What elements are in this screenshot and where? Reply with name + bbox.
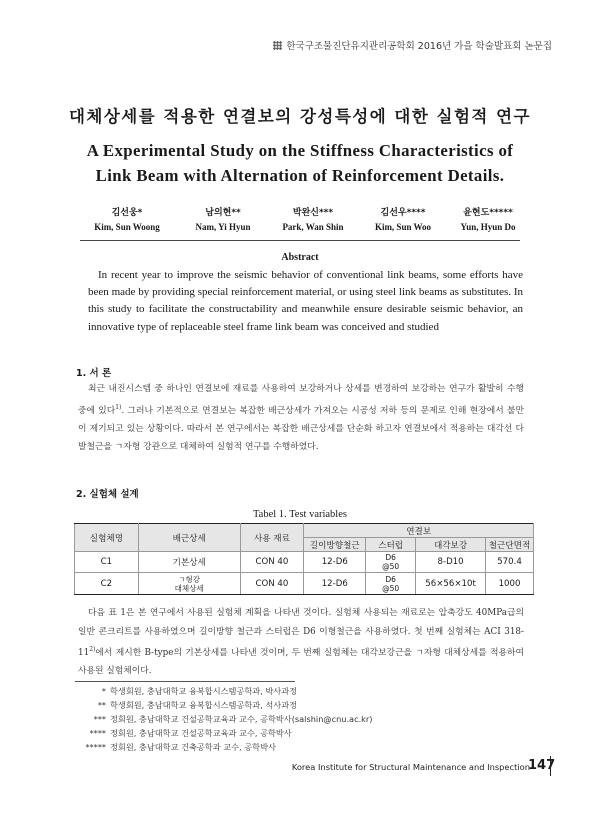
title-english-line2: Link Beam with Alternation of Reinforcement Details.: [95, 166, 505, 185]
author-5: [448, 205, 528, 232]
stirrup-bar: D6: [385, 553, 396, 562]
stirrup-bar: D6: [385, 574, 396, 584]
footnote: [80, 714, 372, 725]
header-detail: 배근상세: [138, 524, 240, 552]
abstract-text: In recent year to improve the seismic behavior of conventional link beams, some efforts have been made by providing special reinforcement material, or using steel link beams as substitutes. In this study to facilitate the constructability and meanwhile ensure desirable seismic behavior, an innovative type of replaceable steel frame link beam was conceived and studied: [88, 269, 523, 333]
page-number-bar: [550, 756, 551, 776]
journal-name: 한국구조물진단유지관리공학회 2016년 가을 학술발표회 논문집: [286, 41, 552, 52]
page-number: 147: [528, 758, 556, 773]
author-name-english: Yun, Hyun Do: [460, 222, 516, 232]
section-2-paragraph: [78, 604, 524, 681]
footnote-text: 정회원, 충남대학교 건설공학교육과 교수, 공학박사(salshin@cnu.ac.kr): [110, 714, 373, 724]
footer-institute: Korea Institute for Structural Maintenance and Inspection: [291, 762, 530, 772]
footnote-text: 학생회원, 충남대학교 융복합시스템공학과, 박사과정: [110, 686, 298, 696]
author-name-english: Kim, Sun Woo: [374, 222, 432, 232]
citation-2: 2): [89, 646, 96, 653]
header-material: 사용 재료: [240, 524, 304, 552]
cell-longitudinal: 12-D6: [304, 573, 366, 595]
abstract-heading: Abstract: [281, 252, 319, 263]
cell-diagonal: 56×56×10t: [416, 573, 486, 595]
author-name-english: Park, Wan Shin: [282, 222, 344, 232]
cell-area: 1000: [486, 573, 534, 595]
author-1: [76, 205, 178, 232]
test-variables-table: [74, 523, 534, 595]
author-name-korean: 김선웅*: [111, 208, 143, 218]
footnote-mark: ***: [93, 714, 106, 724]
author-name-korean: 남의현**: [205, 208, 241, 218]
section-1-text-a: 최근 내진시스템 중 하나인 연결보에 재료를 사용하여 보강하거나 상세를 변경하여 보강하는 연구가 활발히 수행 중에 있다: [78, 384, 524, 416]
stirrup-spacing: @50: [382, 562, 400, 571]
cell-stirrup: [366, 573, 416, 595]
detail-line-2: 대체상세: [174, 583, 204, 593]
section-1-text-b: . 그러나 기본적으로 연결보는 복잡한 배근상세가 가져오는 시공성 저하 등의 문제로 인해 현장에서 불만이 제기되고 있는 상황이다. 따라서 본 연구에서는 복잡한 배근상세를 단순화 하고자 연결보에서 적용하는 대각선 다발철근을 ㄱ자형 강관으로 대체하여 실험적 연구를 수행하였다.: [78, 405, 524, 453]
section-1-heading: 1. 서 론: [76, 368, 112, 379]
title-korean: 대체상세를 적용한 연결보의 강성특성에 대한 실험적 연구: [68, 107, 531, 126]
table-header-row: [75, 524, 534, 538]
stirrup-spacing: @50: [382, 583, 400, 593]
footnote: [80, 686, 297, 697]
section-2-text-b: 에서 제시한 B-type의 기본상세를 나타낸 것이며, 두 번째 실험체는 대각보강근을 ㄱ자형 대체상세를 적용하여 사용된 실험체이다.: [78, 647, 524, 677]
table-row: [75, 573, 534, 595]
header-stirrup: 스터럽: [366, 538, 416, 552]
cell-stirrup: [366, 552, 416, 573]
author-4: [358, 205, 448, 232]
footnote-mark: *: [101, 686, 106, 696]
cell-material: CON 40: [240, 552, 304, 573]
author-name-english: Nam, Yi Hyun: [195, 222, 251, 232]
table-row: [75, 552, 534, 573]
footnote: [80, 728, 292, 739]
dotted-square-icon: [273, 41, 282, 50]
author-name-korean: 박완신***: [292, 208, 334, 218]
footnote-text: 정회원, 충남대학교 건축공학과 교수, 공학박사: [110, 742, 276, 752]
footnote-text: 학생회원, 충남대학교 융복합시스템공학과, 석사과정: [110, 700, 298, 710]
footnote-mark: *****: [85, 742, 106, 752]
citation-1: 1): [115, 403, 122, 411]
cell-longitudinal: 12-D6: [304, 552, 366, 573]
detail-line-1: ㄱ형강: [178, 574, 201, 584]
journal-header: [273, 38, 552, 52]
section-2-heading: 2. 실험체 설계: [76, 489, 139, 500]
cell-detail: 기본상세: [138, 552, 240, 573]
header-link-beam: 연결보: [304, 524, 534, 538]
cell-area: 570.4: [486, 552, 534, 573]
cell-specimen: C1: [75, 552, 139, 573]
table-caption: Tabel 1. Test variables: [253, 509, 347, 520]
author-3: [268, 205, 358, 232]
section-2-text-a: 다음 표 1은 본 연구에서 사용된 실험체 계획을 나타낸 것이다. 실험체 사용되는 재료로는 압축강도 40MPa급의 일반 콘크리트를 사용하였으며 길이방향 철근과 스터럽은 D6 이형철근을 사용하였다. 첫 번째 실험체는 ACI 318-11: [78, 608, 524, 658]
author-2: [178, 205, 268, 232]
cell-diagonal: 8-D10: [416, 552, 486, 573]
footnote-text: 정회원, 충남대학교 건설공학교육과 교수, 공학박사: [110, 728, 292, 738]
cell-material: CON 40: [240, 573, 304, 595]
author-name-english: Kim, Sun Woong: [94, 222, 160, 232]
author-name-korean: 윤현도*****: [463, 208, 513, 218]
cell-detail: [138, 573, 240, 595]
footnote: [80, 700, 297, 711]
footnote-divider: [75, 681, 295, 682]
header-area: 철근단면적: [486, 538, 534, 552]
footnote-mark: **: [97, 700, 106, 710]
cell-specimen: C2: [75, 573, 139, 595]
header-specimen: 실험체명: [75, 524, 139, 552]
header-diagonal: 대각보강: [416, 538, 486, 552]
author-name-korean: 김선우****: [380, 208, 426, 218]
footnote: [80, 742, 276, 753]
title-english-line1: A Experimental Study on the Stiffness Characteristics of: [86, 141, 514, 160]
section-1-paragraph: [78, 380, 524, 457]
author-divider: [80, 240, 520, 241]
header-longitudinal: 길이방향철근: [304, 538, 366, 552]
footnote-mark: ****: [89, 728, 106, 738]
